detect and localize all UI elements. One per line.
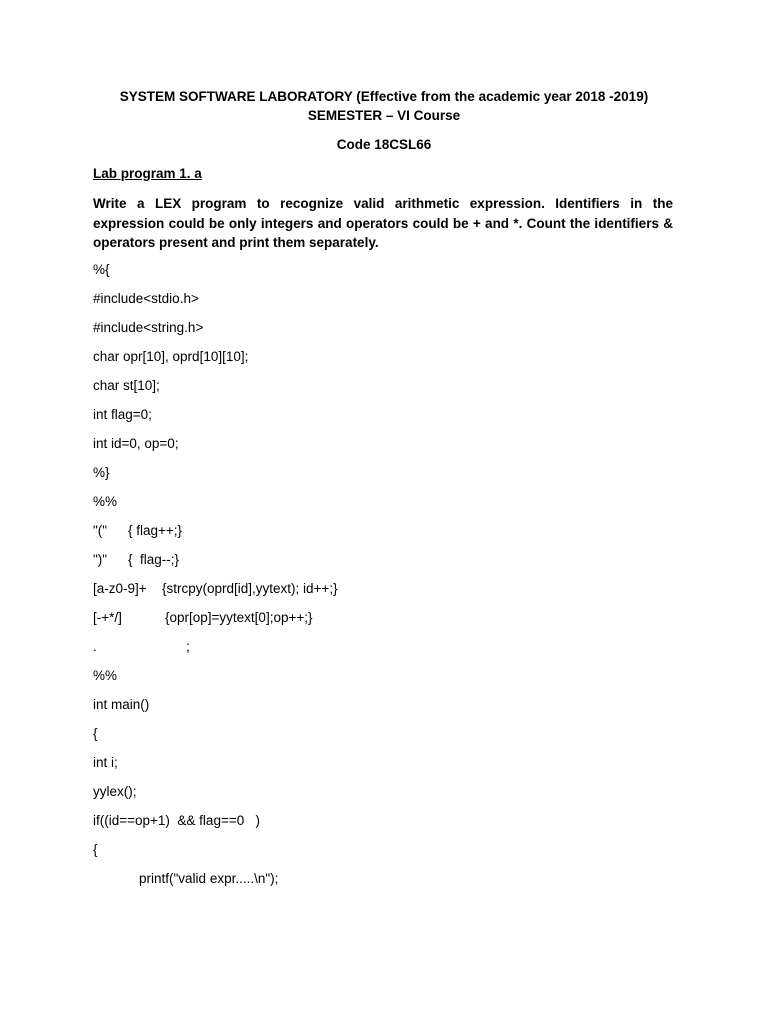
- code-line: {: [93, 726, 98, 741]
- code-line: int id=0, op=0;: [93, 436, 179, 451]
- code-line: int flag=0;: [93, 407, 152, 422]
- code-line: char opr[10], oprd[10][10];: [93, 349, 249, 364]
- code-line: {: [93, 842, 98, 857]
- code-action: { flag--;}: [128, 552, 180, 567]
- code-action: {strcpy(oprd[id],yytext); id++;}: [162, 581, 338, 596]
- code-line: "(": [93, 523, 108, 538]
- code-line: printf("valid expr.....\n");: [139, 871, 279, 886]
- code-line: [-+*/]: [93, 610, 122, 625]
- code-line: %%: [93, 494, 118, 509]
- code-line: #include<string.h>: [93, 320, 204, 335]
- code-action: {opr[op]=yytext[0];op++;}: [165, 610, 313, 625]
- code-line: int i;: [93, 755, 118, 770]
- course-code: Code 18CSL66: [336, 137, 432, 152]
- code-line: .: [93, 639, 97, 654]
- code-line: ")": [93, 552, 108, 567]
- code-action: { flag++;}: [128, 523, 183, 538]
- code-line: [a-z0-9]+: [93, 581, 147, 596]
- semester-line: SEMESTER – VI Course: [307, 108, 461, 123]
- code-line: if((id==op+1) && flag==0 ): [93, 813, 260, 828]
- code-line: yylex();: [93, 784, 137, 799]
- program-description: Write a LEX program to recognize valid arithmetic expression. Identifiers in the expression could be only integers and operators could be + and *. Count the identifiers & operators present and print them separately.: [93, 196, 673, 250]
- code-line: int main(): [93, 697, 150, 712]
- lab-title: SYSTEM SOFTWARE LABORATORY (Effective from the academic year 2018 -2019): [119, 89, 649, 104]
- program-heading: Lab program 1. a: [93, 166, 202, 181]
- code-line: #include<stdio.h>: [93, 291, 199, 306]
- code-line: %}: [93, 465, 110, 480]
- code-action: ;: [186, 639, 190, 654]
- code-line: %%: [93, 668, 118, 683]
- code-line: char st[10];: [93, 378, 160, 393]
- code-line: %{: [93, 262, 110, 277]
